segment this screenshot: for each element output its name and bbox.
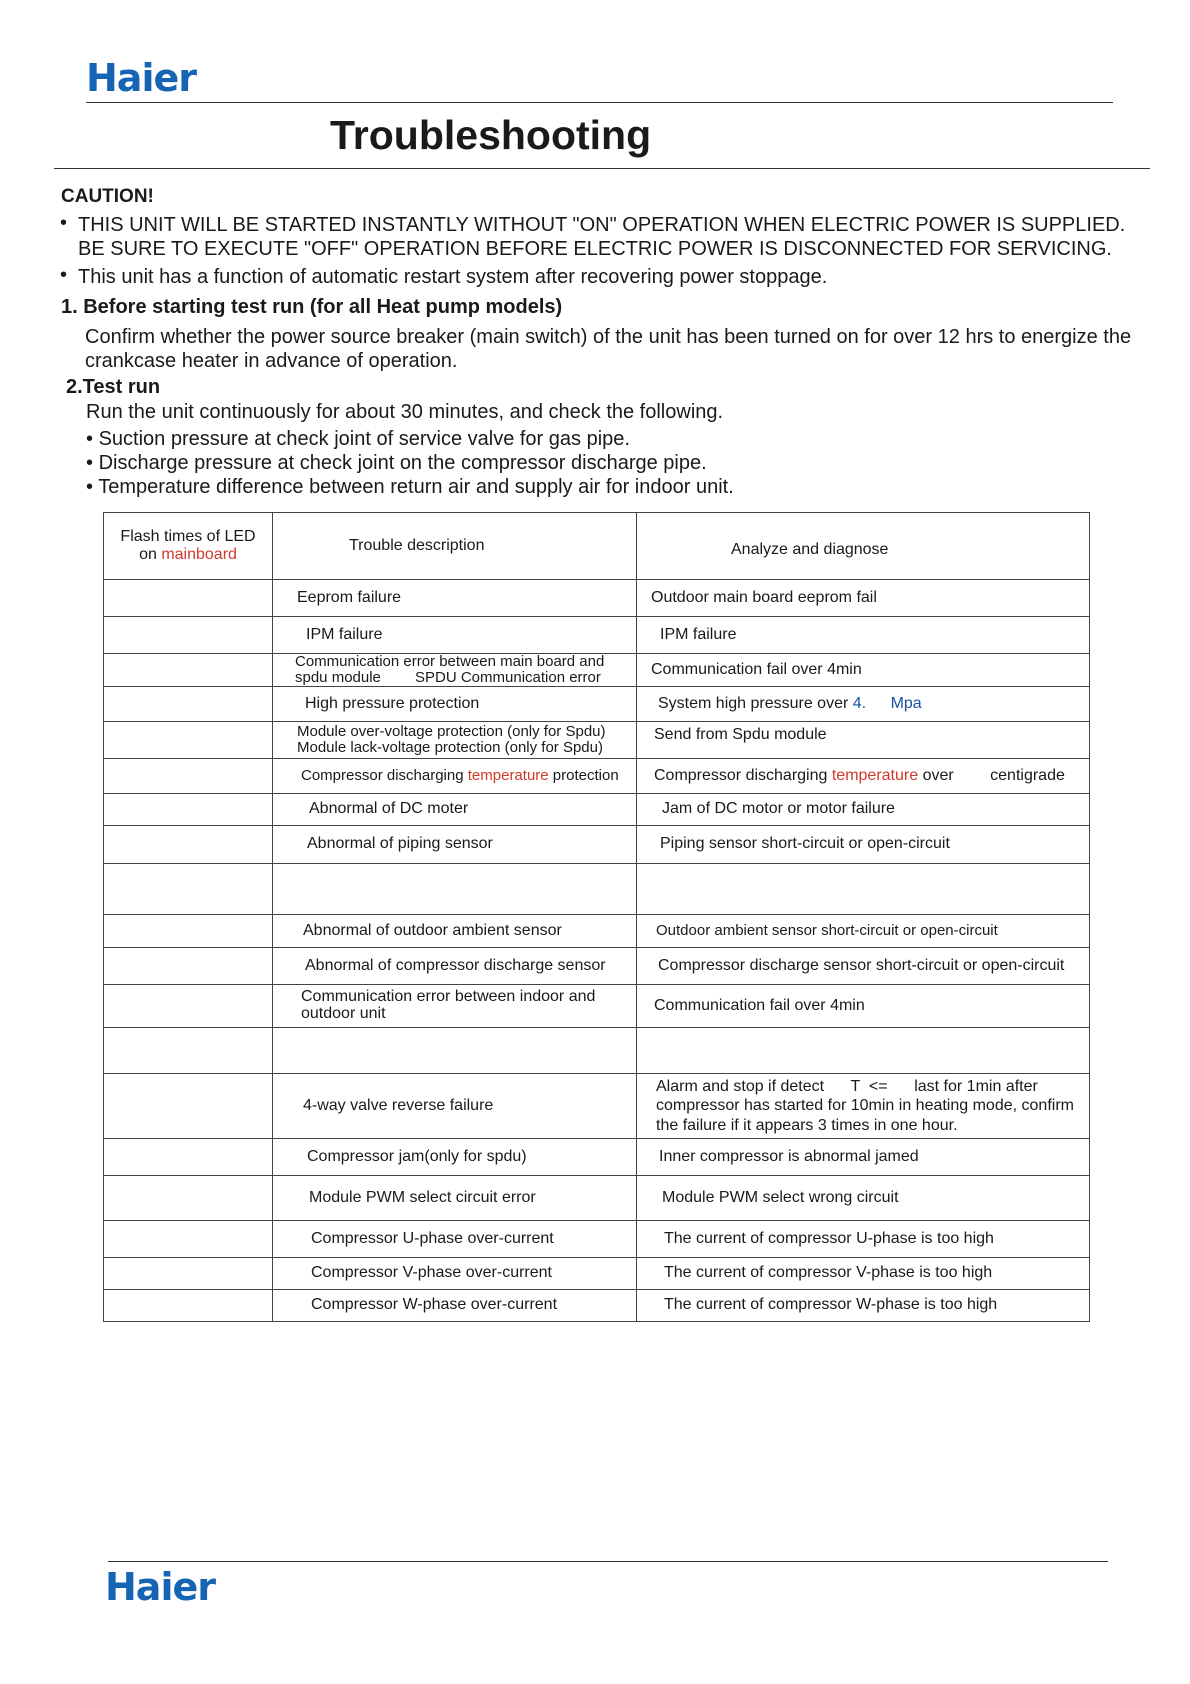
diagnose-cell: Alarm and stop if detect T <= last for 1min after compressor has started for 10min in heating mode, confirm the failure if it appears 3 times in one hour.: [637, 1074, 1090, 1139]
table-row: [104, 759, 1090, 794]
flash-times-cell: [104, 826, 273, 864]
flash-times-cell: [104, 654, 273, 687]
flash-times-cell: [104, 948, 273, 985]
pressure-unit: Mpa: [890, 694, 922, 712]
diagnose-cell: IPM failure: [637, 617, 1090, 654]
section1-heading: 1. Before starting test run (for all Heat pump models): [61, 296, 563, 318]
flash-times-cell: [104, 722, 273, 759]
flash-times-cell: [104, 1074, 273, 1139]
trouble-cell: 4-way valve reverse failure: [273, 1074, 637, 1139]
trouble-cell: Abnormal of DC moter: [273, 794, 637, 826]
pressure-value: 4.: [852, 694, 867, 712]
diagnose-cell: Communication fail over 4min: [637, 985, 1090, 1028]
diagnose-cell: Communication fail over 4min: [637, 654, 1090, 687]
table-row: [104, 687, 1090, 722]
caution-bullet1-line1: THIS UNIT WILL BE STARTED INSTANTLY WITHOUT "ON" OPERATION WHEN ELECTRIC POWER IS SUPPLIED.: [78, 214, 1126, 236]
page-title: Troubleshooting: [330, 112, 652, 158]
table-row: [104, 1221, 1090, 1258]
flash-times-cell: [104, 864, 273, 915]
trouble-cell: Compressor discharging temperature protection: [273, 759, 637, 794]
diagnose-cell: Send from Spdu module: [637, 722, 1090, 759]
diagnose-cell: Module PWM select wrong circuit: [637, 1176, 1090, 1221]
diagnose-cell: System high pressure over 4. Mpa: [637, 687, 1090, 722]
trouble-cell: Eeprom failure: [273, 580, 637, 617]
flash-times-cell: [104, 915, 273, 948]
header-divider: [86, 102, 1113, 103]
section1-line1: Confirm whether the power source breaker (main switch) of the unit has been turned on for over 12 hrs to energize the: [85, 326, 1132, 348]
table-row: [104, 1176, 1090, 1221]
table-row: [104, 826, 1090, 864]
trouble-cell: Compressor V-phase over-current: [273, 1258, 637, 1290]
trouble-cell: Abnormal of outdoor ambient sensor: [273, 915, 637, 948]
caution-bullet2: This unit has a function of automatic restart system after recovering power stoppage.: [78, 266, 828, 288]
table-row: [104, 1290, 1090, 1322]
table-row: [104, 617, 1090, 654]
table-row: [104, 654, 1090, 687]
flash-times-cell: [104, 1028, 273, 1074]
trouble-cell: Abnormal of piping sensor: [273, 826, 637, 864]
section2-heading: 2.Test run: [66, 376, 161, 398]
title-divider: [54, 168, 1150, 169]
table-row: [104, 864, 1090, 915]
flash-times-cell: [104, 759, 273, 794]
table-row: [104, 722, 1090, 759]
flash-times-cell: [104, 1176, 273, 1221]
trouble-cell: Communication error between indoor and outdoor unit: [273, 985, 637, 1028]
flash-times-cell: [104, 1139, 273, 1176]
diagnose-cell: Compressor discharging temperature over centigrade: [637, 759, 1090, 794]
caution-bullet1-line2: BE SURE TO EXECUTE "OFF" OPERATION BEFORE ELECTRIC POWER IS DISCONNECTED FOR SERVICING.: [78, 238, 1112, 260]
diagnose-cell: The current of compressor V-phase is too high: [637, 1258, 1090, 1290]
table-row: [104, 915, 1090, 948]
check-item-1: • Suction pressure at check joint of service valve for gas pipe.: [86, 428, 630, 450]
trouble-cell: Communication error between main board and spdu module SPDU Communication error: [273, 654, 637, 687]
flash-times-cell: [104, 617, 273, 654]
check-item-3: • Temperature difference between return air and supply air for indoor unit.: [86, 476, 734, 498]
footer-haier-logo: Haier: [105, 1565, 215, 1609]
flash-times-cell: [104, 1290, 273, 1322]
header-flash-times: Flash times of LED on mainboard: [104, 513, 273, 580]
trouble-cell: Module over-voltage protection (only for Spdu) Module lack-voltage protection (only for Spdu): [273, 722, 637, 759]
trouble-cell: [273, 864, 637, 915]
trouble-cell: High pressure protection: [273, 687, 637, 722]
table-row: [104, 794, 1090, 826]
diagnose-cell: Outdoor ambient sensor short-circuit or open-circuit: [637, 915, 1090, 948]
table-row: [104, 985, 1090, 1028]
table-row: [104, 948, 1090, 985]
trouble-cell: [273, 1028, 637, 1074]
table-header-row: [104, 513, 1090, 580]
bullet-icon: •: [60, 264, 68, 286]
footer-divider: [108, 1561, 1108, 1562]
diagnose-cell: Piping sensor short-circuit or open-circuit: [637, 826, 1090, 864]
table-row: [104, 580, 1090, 617]
trouble-cell: Compressor jam(only for spdu): [273, 1139, 637, 1176]
flash-times-cell: [104, 1221, 273, 1258]
troubleshooting-table: [103, 512, 1090, 1322]
diagnose-cell: Outdoor main board eeprom fail: [637, 580, 1090, 617]
table-row: [104, 1139, 1090, 1176]
section2-intro: Run the unit continuously for about 30 minutes, and check the following.: [86, 401, 724, 423]
flash-times-cell: [104, 1258, 273, 1290]
table-row: [104, 1258, 1090, 1290]
table-row: [104, 1028, 1090, 1074]
diagnose-cell: The current of compressor W-phase is too high: [637, 1290, 1090, 1322]
trouble-cell: Module PWM select circuit error: [273, 1176, 637, 1221]
flash-times-cell: [104, 580, 273, 617]
section1-line2: crankcase heater in advance of operation.: [85, 350, 458, 372]
diagnose-cell: Jam of DC motor or motor failure: [637, 794, 1090, 826]
caution-heading: CAUTION!: [61, 186, 154, 207]
header-analyze-diagnose: Analyze and diagnose: [637, 513, 1090, 580]
diagnose-cell: The current of compressor U-phase is too high: [637, 1221, 1090, 1258]
header-trouble-description: Trouble description: [273, 513, 637, 580]
haier-logo: Haier: [86, 56, 196, 100]
diagnose-cell: [637, 864, 1090, 915]
flash-times-cell: [104, 794, 273, 826]
trouble-cell: IPM failure: [273, 617, 637, 654]
bullet-icon: •: [60, 212, 68, 234]
flash-times-cell: [104, 985, 273, 1028]
trouble-cell: Compressor U-phase over-current: [273, 1221, 637, 1258]
check-item-2: • Discharge pressure at check joint on the compressor discharge pipe.: [86, 452, 707, 474]
trouble-cell: Compressor W-phase over-current: [273, 1290, 637, 1322]
temperature-unit: centigrade: [990, 766, 1065, 784]
table-row: [104, 1074, 1090, 1139]
flash-times-cell: [104, 687, 273, 722]
diagnose-cell: Compressor discharge sensor short-circuit or open-circuit: [637, 948, 1090, 985]
diagnose-cell: [637, 1028, 1090, 1074]
diagnose-cell: Inner compressor is abnormal jamed: [637, 1139, 1090, 1176]
trouble-cell: Abnormal of compressor discharge sensor: [273, 948, 637, 985]
